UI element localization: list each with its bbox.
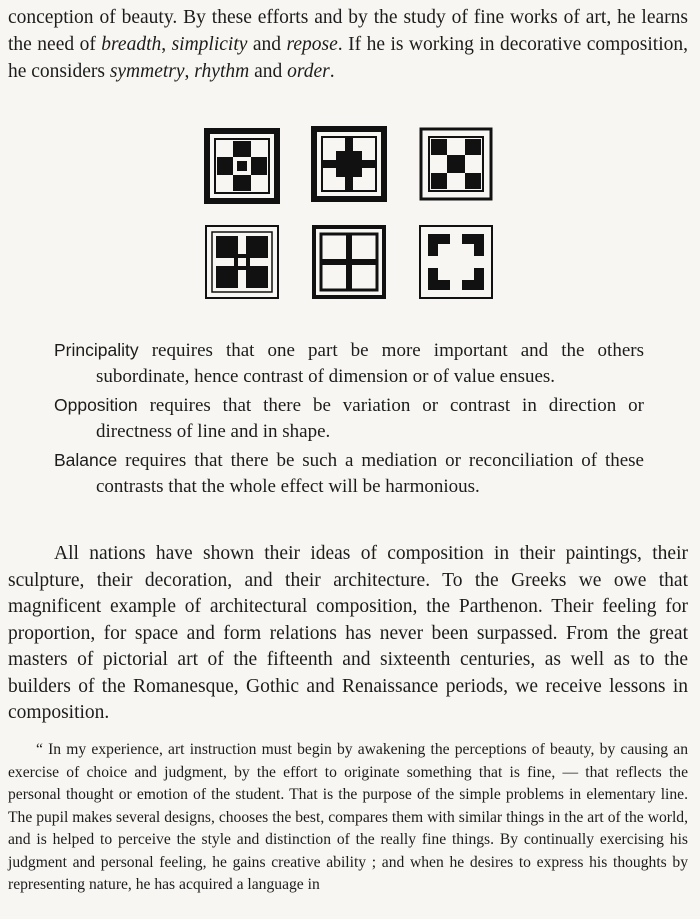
composition-history-paragraph: All nations have shown their ideas of composition in their paintings, their sculpture, their decoration, and their architecture. To the Greeks we owe that magnificent example of architectural composition, the Parthenon. Their feeling for proportion, for space and form relations has never been surpassed. From the great masters of pictorial art of the fifteenth and sixteenth centuries, as well as to the builders of the Romanesque, Gothic and Renaissance periods, we receive lessons in composition.	[8, 543, 688, 723]
definition-balance	[54, 447, 644, 500]
window-cross-figure	[311, 224, 387, 300]
definition-text: requires that there be variation or contrast in direction or directness of line and in shape.	[96, 395, 644, 442]
corner-blocks-figure	[204, 224, 280, 300]
term-order: order	[287, 61, 330, 82]
checker-pattern-figure	[204, 128, 280, 204]
principles-definitions	[54, 337, 644, 502]
term-repose: repose	[286, 34, 338, 55]
intro-text: .	[329, 61, 335, 82]
intro-text: ,	[161, 34, 172, 55]
intro-paragraph	[8, 4, 688, 85]
definition-text: requires that one part be more important and the others subordinate, hence contrast of dimension or of value ensues.	[96, 340, 644, 387]
term-breadth: breadth	[101, 34, 162, 55]
cross-center-square-figure	[311, 126, 387, 202]
definition-text: requires that there be such a mediation or reconciliation of these contrasts that the whole effect will be harmonious.	[96, 450, 644, 497]
term-symmetry: symmetry	[109, 61, 185, 82]
corner-brackets-figure	[418, 224, 494, 300]
intro-text: and	[247, 34, 287, 55]
composition-figures	[204, 124, 494, 304]
definition-principality	[54, 337, 644, 390]
intro-text: conception of beauty. By these efforts and by the study of fine works of art, he learns the need of	[8, 7, 688, 55]
intro-text: ,	[184, 61, 195, 82]
definition-term: Opposition	[54, 395, 138, 415]
term-rhythm: rhythm	[194, 61, 250, 82]
diagonal-checker-figure	[418, 126, 494, 202]
intro-text: . If he is working in decorative composition, he considers	[8, 34, 688, 82]
definition-opposition	[54, 392, 644, 445]
definition-term: Principality	[54, 340, 139, 360]
instruction-quote: “ In my experience, art instruction must begin by awakening the perceptions of beauty, by causing an exercise of choice and judgment, by the effort to originate something that is fine, — that reflects the personal thought or emotion of the student. That is the purpose of the simple problems in elementary line. The pupil makes several designs, chooses the best, compares them with similar things in the art of the world, and is helped to perceive the style and distinction of the really fine things. By continually exercising his judgment and personal feeling, he gains creative ability ; and when he desires to express his thoughts by representing nature, he has acquired a language in	[8, 741, 688, 893]
definition-term: Balance	[54, 450, 118, 470]
intro-text: and	[249, 61, 288, 82]
term-simplicity: simplicity	[171, 34, 248, 55]
